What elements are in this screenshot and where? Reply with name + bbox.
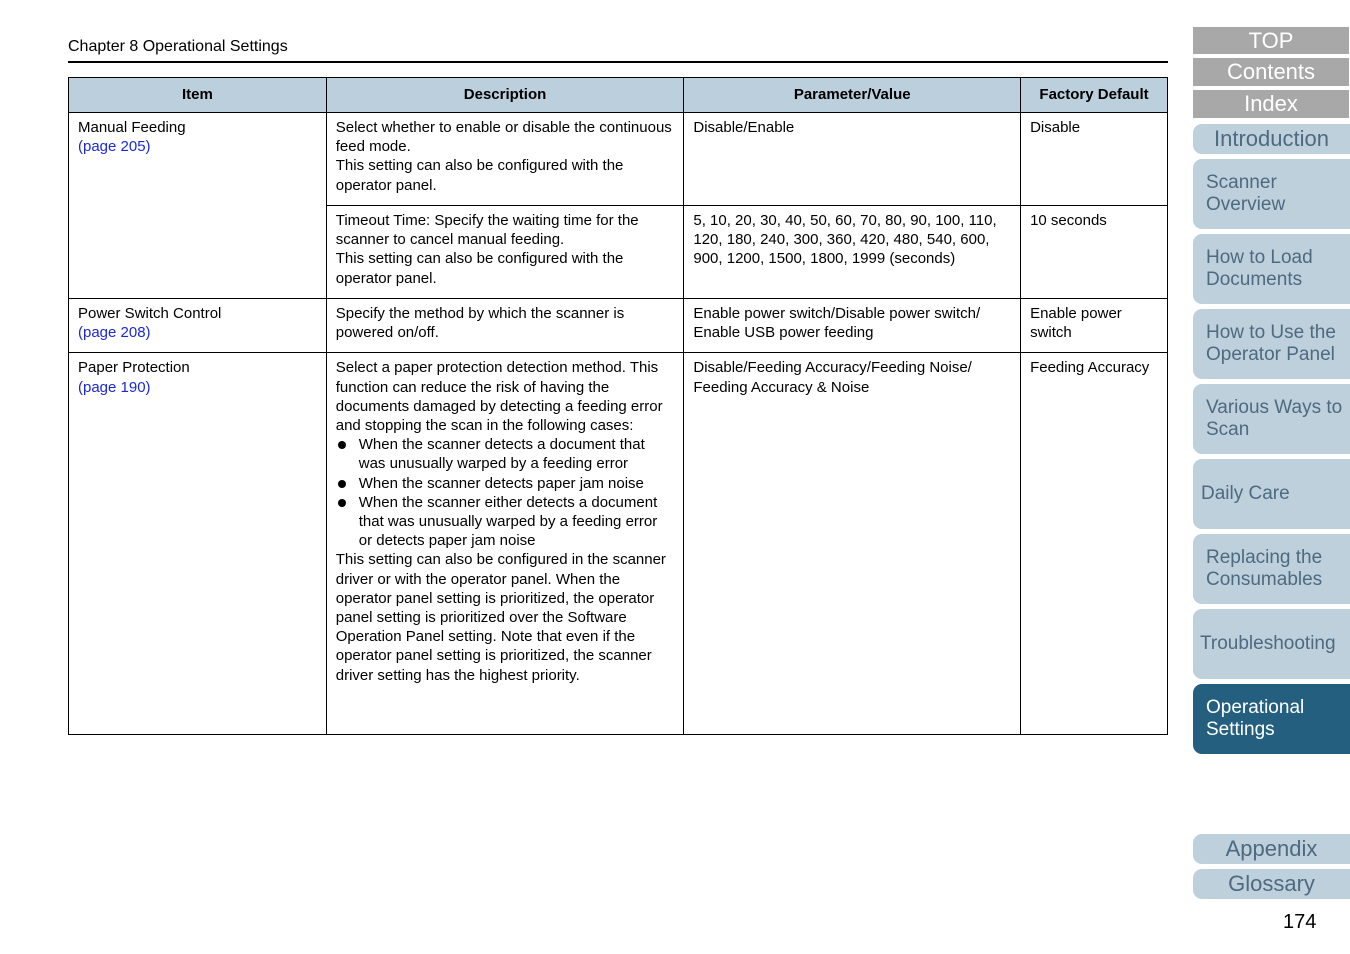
side-navigation — [1193, 0, 1350, 954]
description-cell — [326, 299, 684, 353]
default-cell: 10 seconds — [1021, 206, 1168, 299]
page-link-205[interactable]: (page 205) — [78, 138, 151, 156]
table-row — [69, 353, 1168, 735]
nav-tab-replacing-consumables[interactable] — [1193, 534, 1350, 604]
contents-button[interactable]: Contents — [1193, 58, 1349, 86]
description-text: Select whether to enable or disable the continuous feed mode. — [335, 119, 672, 156]
table-header-row — [69, 78, 1168, 113]
nav-tab-label: Troubleshooting — [1200, 633, 1336, 654]
item-name: Manual Feeding — [78, 119, 186, 136]
nav-tab-operational-settings[interactable] — [1193, 684, 1350, 754]
nav-tab-daily-care[interactable] — [1193, 459, 1350, 529]
description-outro: This setting can also be configured in the scanner driver or with the operator panel. When the operator panel setting is prioritized, the operator panel setting is prioritized over the Software Operation Panel setting. Note that even if the operator panel setting is prioritized, the scanner driver setting has the highest priority. — [335, 551, 666, 684]
description-bullet-list — [336, 435, 675, 550]
default-cell: Enable power switch — [1021, 299, 1168, 353]
description-text: Timeout Time: Specify the waiting time for the scanner to cancel manual feeding. — [335, 212, 639, 249]
parameter-cell: Enable power switch/Disable power switch/ Enable USB power feeding — [684, 299, 1021, 353]
chapter-title: Chapter 8 Operational Settings — [68, 38, 288, 55]
description-cell — [326, 353, 684, 735]
description-text: Specify the method by which the scanner is powered on/off. — [335, 305, 625, 342]
item-name: Paper Protection — [78, 359, 190, 377]
default-cell: Disable — [1021, 113, 1168, 206]
description-intro: Select a paper protection detection method. This function can reduce the risk of having the documents damaged by detecting a feeding error and stopping the scan in the following cases: — [335, 359, 663, 435]
nav-tab-troubleshooting[interactable] — [1193, 609, 1350, 679]
page-link-208[interactable]: (page 208) — [78, 324, 151, 342]
item-cell-paper-protection — [69, 353, 327, 735]
table-row — [69, 113, 1168, 206]
default-cell: Feeding Accuracy — [1021, 353, 1168, 735]
item-name: Power Switch Control — [78, 305, 222, 322]
description-text: This setting can also be configured with the operator panel. — [335, 157, 624, 194]
nav-tab-how-to-load-documents[interactable] — [1193, 234, 1350, 304]
page-link-190[interactable]: (page 190) — [78, 378, 151, 396]
index-button[interactable]: Index — [1193, 90, 1349, 118]
nav-tab-label: Operational Settings — [1206, 697, 1305, 740]
bullet-item: When the scanner detects a document that was unusually warped by a feeding error — [336, 435, 675, 473]
column-header-description: Description — [326, 78, 684, 113]
nav-tab-label: How to Load Documents — [1206, 247, 1313, 290]
nav-tab-label: Daily Care — [1201, 483, 1290, 504]
nav-tab-glossary[interactable]: Glossary — [1193, 869, 1350, 899]
column-header-parameter: Parameter/Value — [684, 78, 1021, 113]
page-number: 174 — [1283, 911, 1317, 933]
settings-table — [68, 77, 1168, 735]
parameter-cell: Disable/Enable — [684, 113, 1021, 206]
nav-tab-label: Various Ways to Scan — [1206, 397, 1343, 440]
header-divider — [68, 61, 1168, 63]
nav-tab-operator-panel[interactable] — [1193, 309, 1350, 379]
nav-tab-introduction[interactable]: Introduction — [1193, 124, 1350, 154]
nav-tab-scanner-overview[interactable] — [1193, 159, 1350, 229]
table-row — [69, 299, 1168, 353]
parameter-cell: Disable/Feeding Accuracy/Feeding Noise/ Feeding Accuracy & Noise — [684, 353, 1021, 735]
bullet-item: When the scanner detects paper jam noise — [336, 474, 675, 493]
bullet-item: When the scanner either detects a document that was unusually warped by a feeding error or detects paper jam noise — [336, 493, 675, 551]
description-text: This setting can also be configured with the operator panel. — [335, 250, 624, 287]
item-cell-manual-feeding — [69, 113, 327, 299]
item-cell-power-switch-control — [69, 299, 327, 353]
description-cell — [326, 113, 684, 206]
parameter-cell: 5, 10, 20, 30, 40, 50, 60, 70, 80, 90, 100, 110, 120, 180, 240, 300, 360, 420, 480, 540, 600, 900, 1200, 1500, 1800, 1999 (seconds) — [684, 206, 1021, 299]
nav-tab-various-ways-to-scan[interactable] — [1193, 384, 1350, 454]
top-button[interactable]: TOP — [1193, 27, 1349, 54]
column-header-factory-default: Factory Default — [1021, 78, 1168, 113]
nav-tab-label: How to Use the Operator Panel — [1206, 322, 1336, 365]
column-header-item: Item — [69, 78, 327, 113]
nav-tab-label: Scanner Overview — [1206, 172, 1286, 215]
nav-tab-appendix[interactable]: Appendix — [1193, 834, 1350, 864]
description-cell — [326, 206, 684, 299]
nav-tab-label: Replacing the Consumables — [1206, 547, 1323, 590]
